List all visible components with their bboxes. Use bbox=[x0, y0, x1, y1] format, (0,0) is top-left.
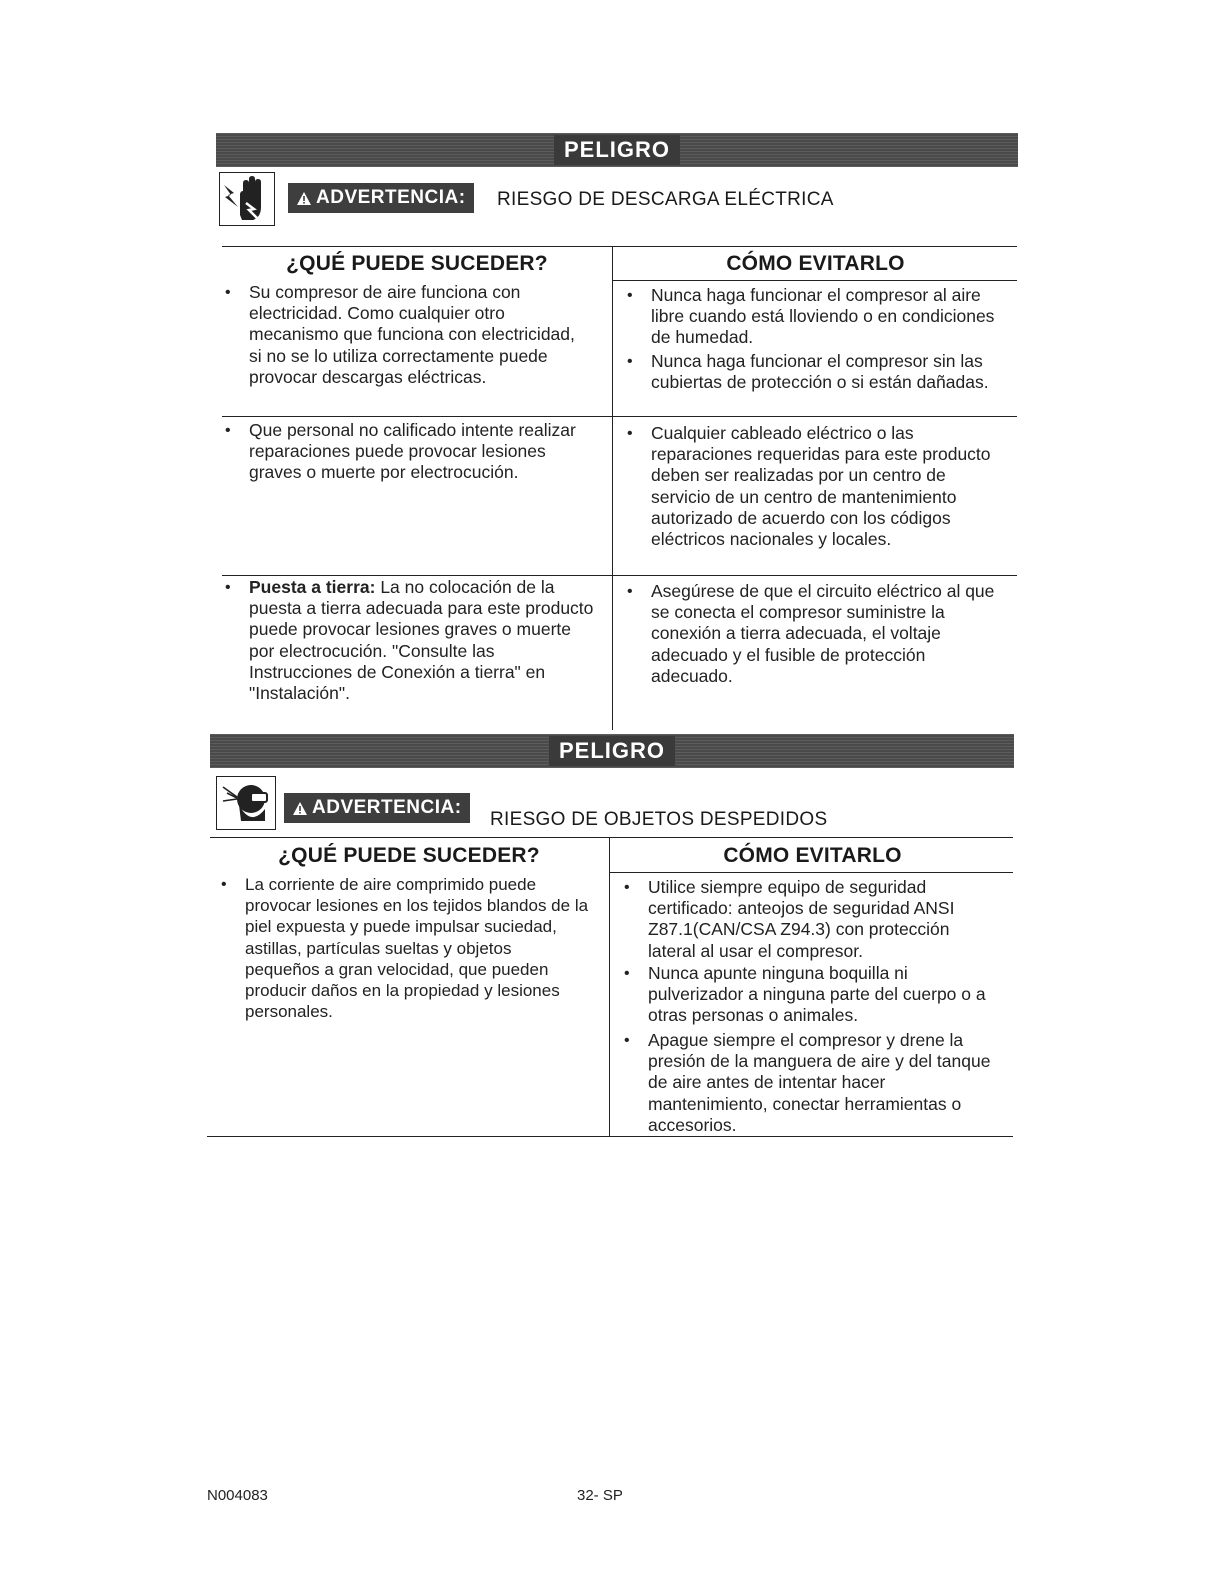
warning-badge-1 bbox=[288, 183, 474, 213]
badge-label: ADVERTENCIA: bbox=[312, 797, 462, 818]
list-item: • Puesta a tierra: La no colocación de la puesta a tierra adecuada para este producto puede provocar lesiones graves o muerte por electrocución. "Consulte las Instrucciones de Conexión a tierra" en "Instalación". bbox=[225, 577, 594, 704]
col-header-avoid: CÓMO EVITARLO bbox=[723, 844, 902, 867]
danger-banner-2 bbox=[210, 734, 1014, 768]
list-item: • Nunca haga funcionar el compresor al aire libre cuando está lloviendo o en condiciones de humedad. bbox=[627, 285, 995, 348]
electric-shock-hand-icon bbox=[219, 172, 275, 226]
warning-triangle-icon bbox=[296, 191, 312, 206]
safety-goggles-head-icon bbox=[216, 776, 276, 830]
list-item: • Nunca apunte ninguna boquilla ni pulverizador a ninguna parte del cuerpo o a otras personas o animales. bbox=[624, 963, 986, 1026]
table-bottom-rule bbox=[207, 1136, 1013, 1137]
list-item: • Que personal no calificado intente realizar reparaciones puede provocar lesiones graves o muerte por electrocución. bbox=[225, 420, 576, 483]
document-code: N004083 bbox=[207, 1487, 268, 1504]
list-item: • Utilice siempre equipo de seguridad certificado: anteojos de seguridad ANSI Z87.1(CAN/CSA Z94.3) con protección lateral al usar el compresor. bbox=[624, 877, 955, 961]
table-top-rule bbox=[222, 246, 1017, 247]
header-rule bbox=[609, 872, 1013, 873]
row-rule bbox=[222, 575, 1017, 576]
column-divider bbox=[609, 837, 610, 1137]
banner-label: PELIGRO bbox=[554, 135, 680, 165]
badge-label: ADVERTENCIA: bbox=[316, 187, 466, 208]
col-header-what: ¿QUÉ PUEDE SUCEDER? bbox=[286, 252, 548, 275]
col-header-what: ¿QUÉ PUEDE SUCEDER? bbox=[278, 844, 540, 867]
hazard-title-1: RIESGO DE DESCARGA ELÉCTRICA bbox=[497, 189, 834, 210]
list-item: • Asegúrese de que el circuito eléctrico al que se conecta el compresor suministre la conexión a tierra adecuada, el voltaje adecuado y el fusible de protección adecuado. bbox=[627, 581, 995, 686]
hazard-title-2: RIESGO DE OBJETOS DESPEDIDOS bbox=[490, 809, 828, 830]
warning-triangle-icon bbox=[292, 801, 308, 816]
warning-badge-2 bbox=[284, 793, 470, 823]
list-item: • Cualquier cableado eléctrico o las reparaciones requeridas para este producto deben ser realizadas por un centro de servicio de un centro de mantenimiento autorizado de acuerdo con los códigos eléctricos nacionales y locales. bbox=[627, 423, 991, 550]
list-item: • Su compresor de aire funciona con electricidad. Como cualquier otro mecanismo que funciona con electricidad, si no se lo utiliza correctamente puede provocar descargas eléctricas. bbox=[225, 282, 575, 387]
header-rule bbox=[612, 280, 1017, 281]
column-divider bbox=[612, 246, 613, 730]
col-header-avoid: CÓMO EVITARLO bbox=[726, 252, 905, 275]
list-item: • La corriente de aire comprimido puede provocar lesiones en los tejidos blandos de la piel expuesta y puede impulsar suciedad, astillas, partículas sueltas y objetos pequeños a gran velocidad, que pueden producir daños en la propiedad y lesiones personales. bbox=[221, 875, 589, 1022]
list-item: • Apague siempre el compresor y drene la presión de la manguera de aire y del tanque de aire antes de intentar hacer mantenimiento, conectar herramientas o accesorios. bbox=[624, 1030, 991, 1135]
banner-label: PELIGRO bbox=[549, 736, 675, 766]
page-number: 32- SP bbox=[577, 1487, 623, 1504]
row-rule bbox=[222, 416, 1017, 417]
list-item: • Nunca haga funcionar el compresor sin las cubiertas de protección o si están dañadas. bbox=[627, 351, 989, 393]
table-top-rule bbox=[210, 837, 1013, 838]
danger-banner-1 bbox=[216, 133, 1018, 167]
